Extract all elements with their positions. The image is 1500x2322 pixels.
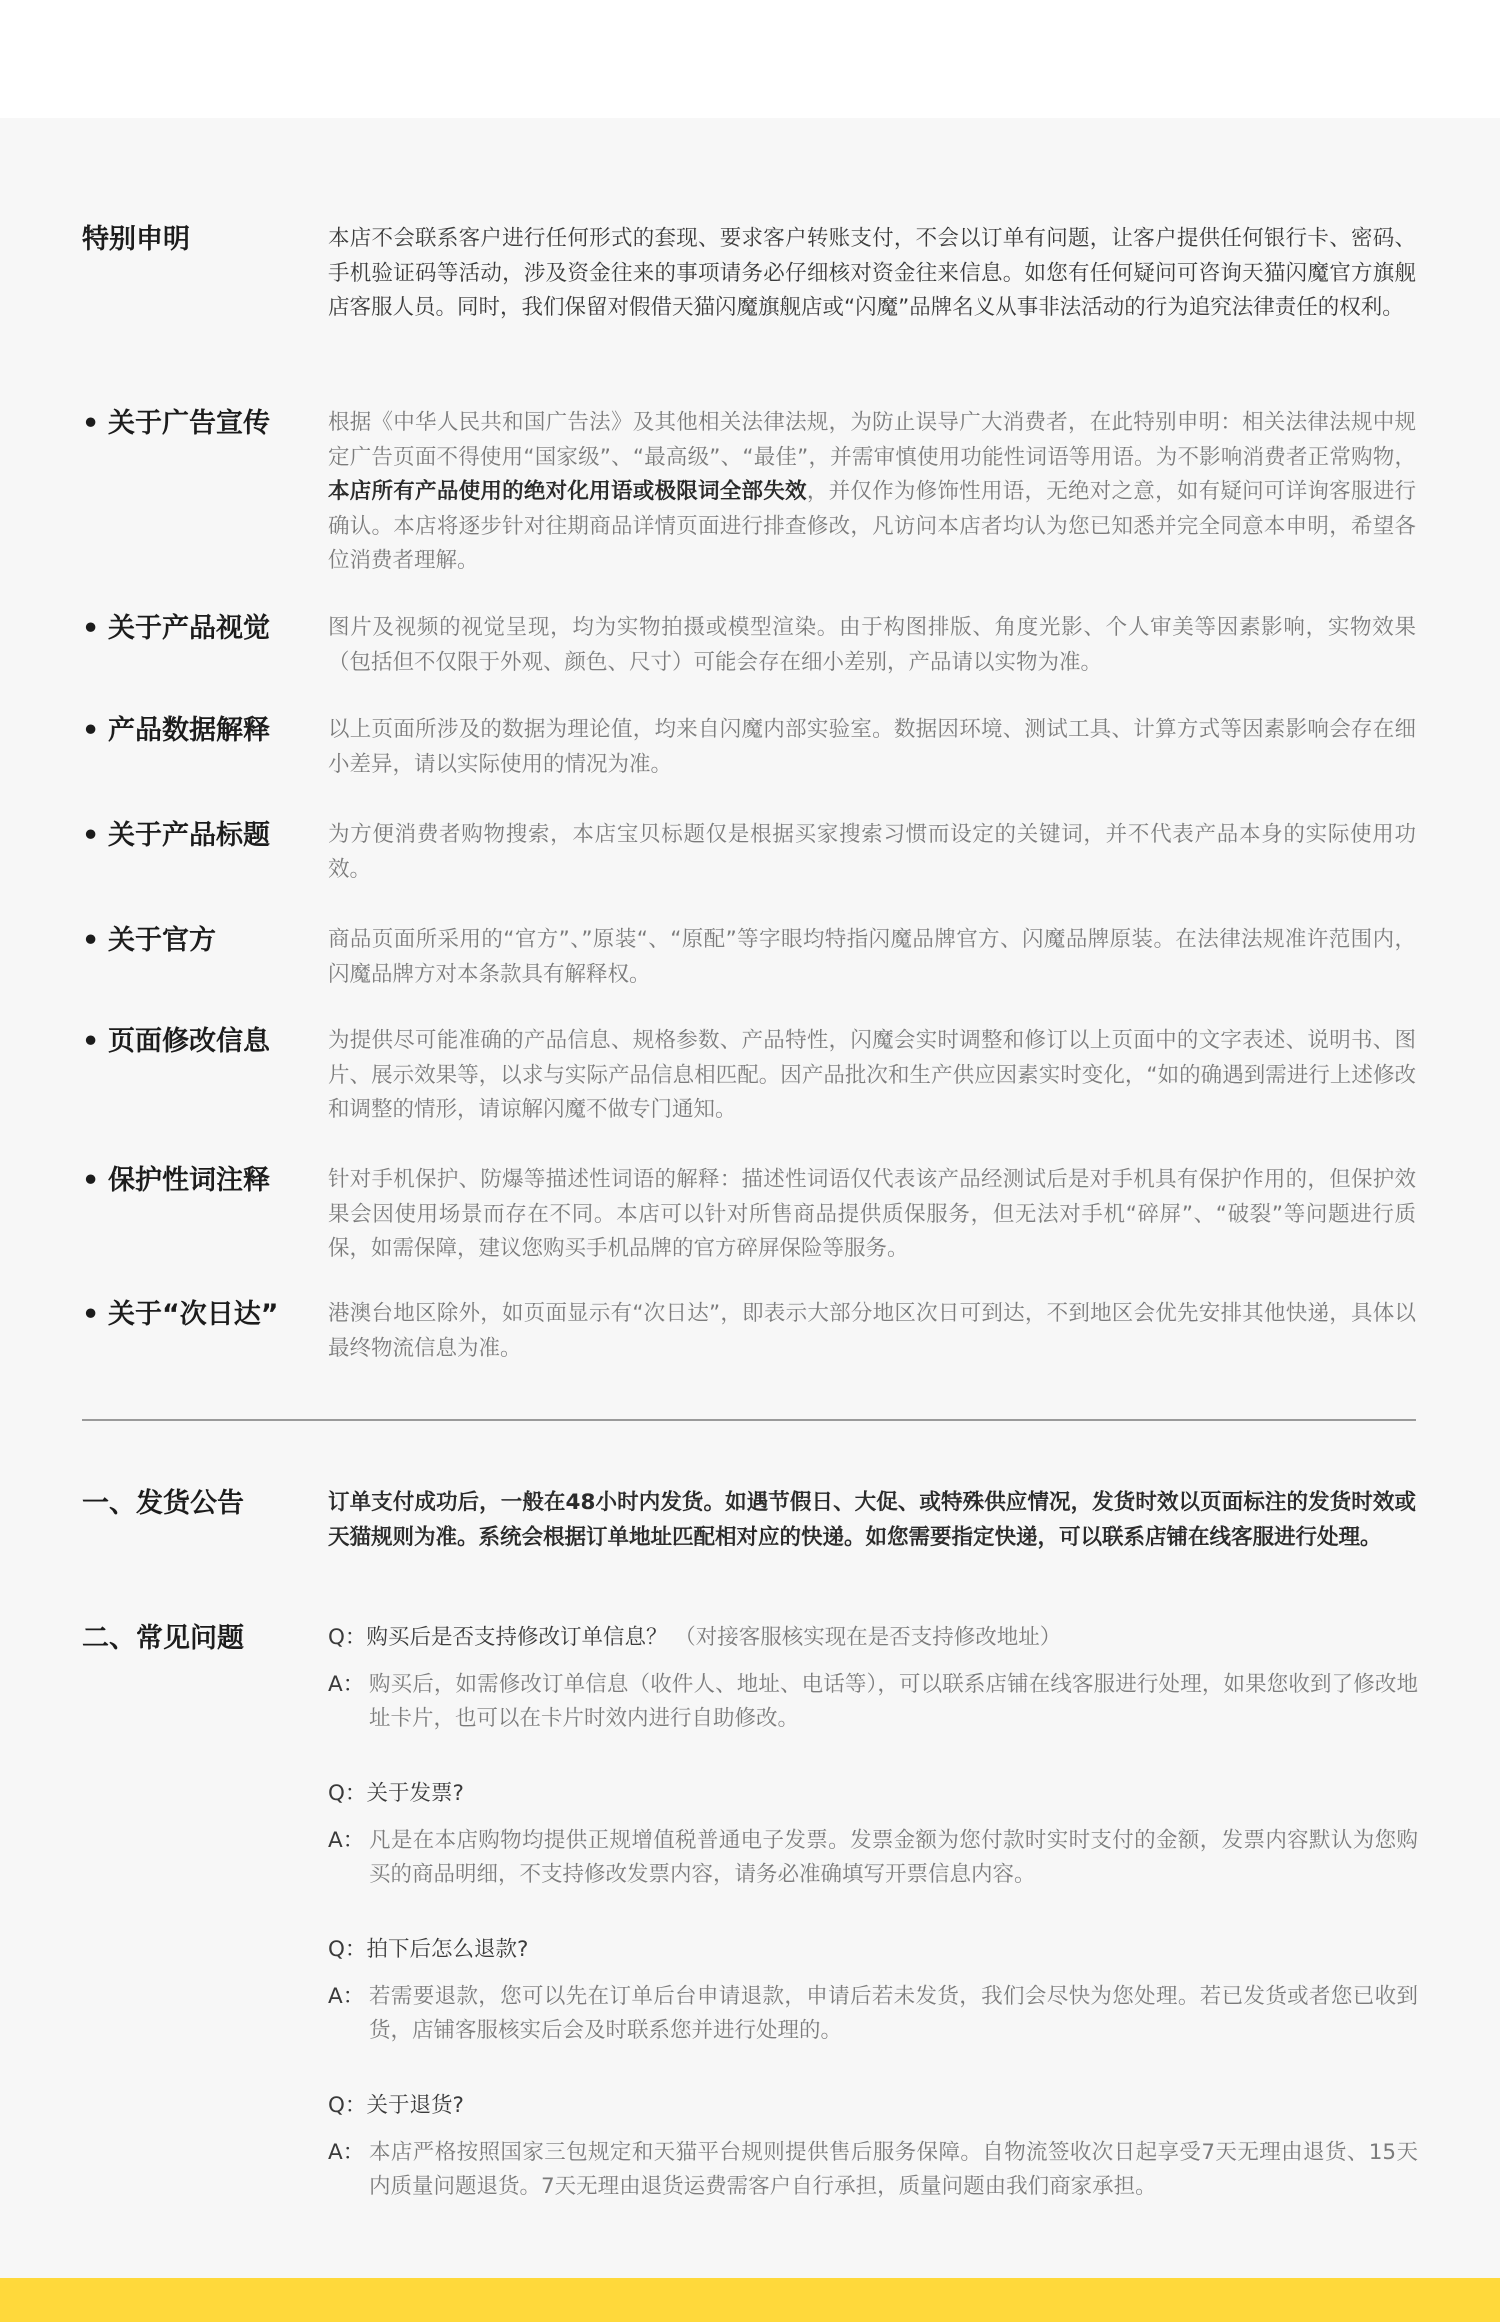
faq-answer bbox=[328, 1668, 1418, 1737]
a-prefix: A： bbox=[328, 2139, 365, 2165]
section-text: 图片及视频的视觉呈现，均为实物拍摄或模型渲染。由于构图排版、角度光影、个人审美等因素影响，实物效果（包括但不仅限于外观、颜色、尺寸）可能会存在细小差别，产品请以实物为准。 bbox=[328, 615, 1416, 675]
faq-question bbox=[328, 1933, 1418, 1968]
section-label: • 关于官方 bbox=[82, 923, 322, 959]
section-text: 订单支付成功后，一般在48小时内发货。如遇节假日、大促、或特殊供应情况，发货时效以页面标注的发货时效或天猫规则为准。系统会根据订单地址匹配相对应的快递。如您需要指定快递，可以联系店铺在线客服进行处理。 bbox=[328, 1490, 1416, 1550]
question-text: 关于退货? bbox=[366, 2093, 464, 2118]
top-blank-band bbox=[0, 0, 1500, 118]
section-label: 一、发货公告 bbox=[82, 1488, 244, 1519]
a-prefix: A： bbox=[328, 1671, 365, 1697]
section-label: • 保护性词注释 bbox=[82, 1163, 322, 1199]
text-part: 根据《中华人民共和国广告法》及其他相关法律法规，为防止误导广大消费者，在此特别申明：相关法律法规中规定广告页面不得使用“国家级”、“最高级”、“最佳”，并需审慎使用功能性词语等用语。为不影响消费者正常购物， bbox=[328, 410, 1416, 470]
section-text: 商品页面所采用的“官方”、”原装“、“原配”等字眼均特指闪魔品牌官方、闪魔品牌原装。在法律法规准许范围内，闪魔品牌方对本条款具有解释权。 bbox=[328, 927, 1416, 987]
section-text: 为方便消费者购物搜索，本店宝贝标题仅是根据买家搜索习惯而设定的关键词，并不代表产品本身的实际使用功效。 bbox=[328, 822, 1416, 882]
answer-text: 本店严格按照国家三包规定和天猫平台规则提供售后服务保障。自物流签收次日起享受7天无理由退货、15天内质量问题退货。7天无理由退货运费需客户自行承担，质量问题由我们商家承担。 bbox=[369, 2139, 1418, 2199]
section-text: 以上页面所涉及的数据为理论值，均来自闪魔内部实验室。数据因环境、测试工具、计算方式等因素影响会存在细小差异，请以实际使用的情况为准。 bbox=[328, 717, 1416, 777]
question-note: （对接客服核实现在是否支持修改地址） bbox=[674, 1625, 1062, 1650]
faq-question bbox=[328, 2089, 1418, 2124]
faq-question bbox=[328, 1621, 1418, 1656]
q-prefix: Q： bbox=[328, 1625, 367, 1650]
section-text: 针对手机保护、防爆等描述性词语的解释：描述性词语仅代表该产品经测试后是对手机具有保护作用的，但保护效果会因使用场景而存在不同。本店可以针对所售商品提供质保服务，但无法对手机“碎屏”、“破裂”等问题进行质保，如需保障，建议您购买手机品牌的官方碎屏保险等服务。 bbox=[328, 1167, 1416, 1261]
emphasis-text: 本店所有产品使用的绝对化用语或极限词全部失效 bbox=[328, 479, 807, 504]
question-text: 关于发票? bbox=[366, 1781, 464, 1806]
answer-text: 凡是在本店购物均提供正规增值税普通电子发票。发票金额为您付款时实时支付的金额，发票内容默认为您购买的商品明细，不支持修改发票内容，请务必准确填写开票信息内容。 bbox=[369, 1827, 1418, 1887]
a-prefix: A： bbox=[328, 1983, 365, 2009]
section-label: • 页面修改信息 bbox=[82, 1024, 322, 1060]
faq-answer bbox=[328, 1824, 1418, 1893]
answer-text: 若需要退款，您可以先在订单后台申请退款，申请后若未发货，我们会尽快为您处理。若已发货或者您已收到货，店铺客服核实后会及时联系您并进行处理的。 bbox=[369, 1983, 1418, 2043]
section-label: • 关于广告宣传 bbox=[82, 406, 322, 442]
faq-item bbox=[328, 1621, 1418, 1737]
section-label: 二、常见问题 bbox=[82, 1623, 244, 1654]
section-divider bbox=[82, 1419, 1416, 1421]
section-label: • 关于产品视觉 bbox=[82, 611, 322, 647]
q-prefix: Q： bbox=[328, 1937, 367, 1962]
question-text: 拍下后怎么退款? bbox=[366, 1937, 529, 1962]
q-prefix: Q： bbox=[328, 2093, 367, 2118]
section-label: • 产品数据解释 bbox=[82, 713, 322, 749]
section-label: • 关于产品标题 bbox=[82, 818, 322, 854]
bottom-yellow-band bbox=[0, 2278, 1500, 2322]
faq-question bbox=[328, 1777, 1418, 1812]
a-prefix: A： bbox=[328, 1827, 365, 1853]
q-prefix: Q： bbox=[328, 1781, 367, 1806]
question-text: 购买后是否支持修改订单信息？ bbox=[366, 1625, 668, 1650]
answer-text: 购买后，如需修改订单信息（收件人、地址、电话等），可以联系店铺在线客服进行处理，如果您收到了修改地址卡片，也可以在卡片时效内进行自助修改。 bbox=[369, 1671, 1418, 1731]
section-text: 为提供尽可能准确的产品信息、规格参数、产品特性，闪魔会实时调整和修订以上页面中的文字表述、说明书、图片、展示效果等，以求与实际产品信息相匹配。因产品批次和生产供应因素实时变化，“如的确遇到需进行上述修改和调整的情形，请谅解闪魔不做专门通知。 bbox=[328, 1028, 1416, 1122]
section-text bbox=[328, 406, 1416, 579]
faq-item bbox=[328, 1933, 1418, 2049]
section-label: • 关于“次日达” bbox=[82, 1297, 322, 1333]
section-text: 港澳台地区除外，如页面显示有“次日达”，即表示大部分地区次日可到达，不到地区会优先安排其他快递，具体以最终物流信息为准。 bbox=[328, 1301, 1416, 1361]
faq-item bbox=[328, 1777, 1418, 1893]
faq-answer bbox=[328, 1980, 1418, 2049]
section-label: 特别申明 bbox=[82, 224, 190, 255]
faq-answer bbox=[328, 2136, 1418, 2205]
faq-item bbox=[328, 2089, 1418, 2205]
section-text: 本店不会联系客户进行任何形式的套现、要求客户转账支付，不会以订单有问题，让客户提供任何银行卡、密码、手机验证码等活动，涉及资金往来的事项请务必仔细核对资金往来信息。如您有任何疑问可咨询天猫闪魔官方旗舰店客服人员。同时，我们保留对假借天猫闪魔旗舰店或“闪魔”品牌名义从事非法活动的行为追究法律责任的权利。 bbox=[328, 226, 1416, 320]
text-part: ，并仅作为修饰性用语，无绝对之意，如有疑问可详询客服进行确认。本店将逐步针对往期商品详情页面进行排查修改，凡访问本店者均认为您已知悉并完全同意本申明，希望各位消费者理解。 bbox=[328, 479, 1416, 573]
